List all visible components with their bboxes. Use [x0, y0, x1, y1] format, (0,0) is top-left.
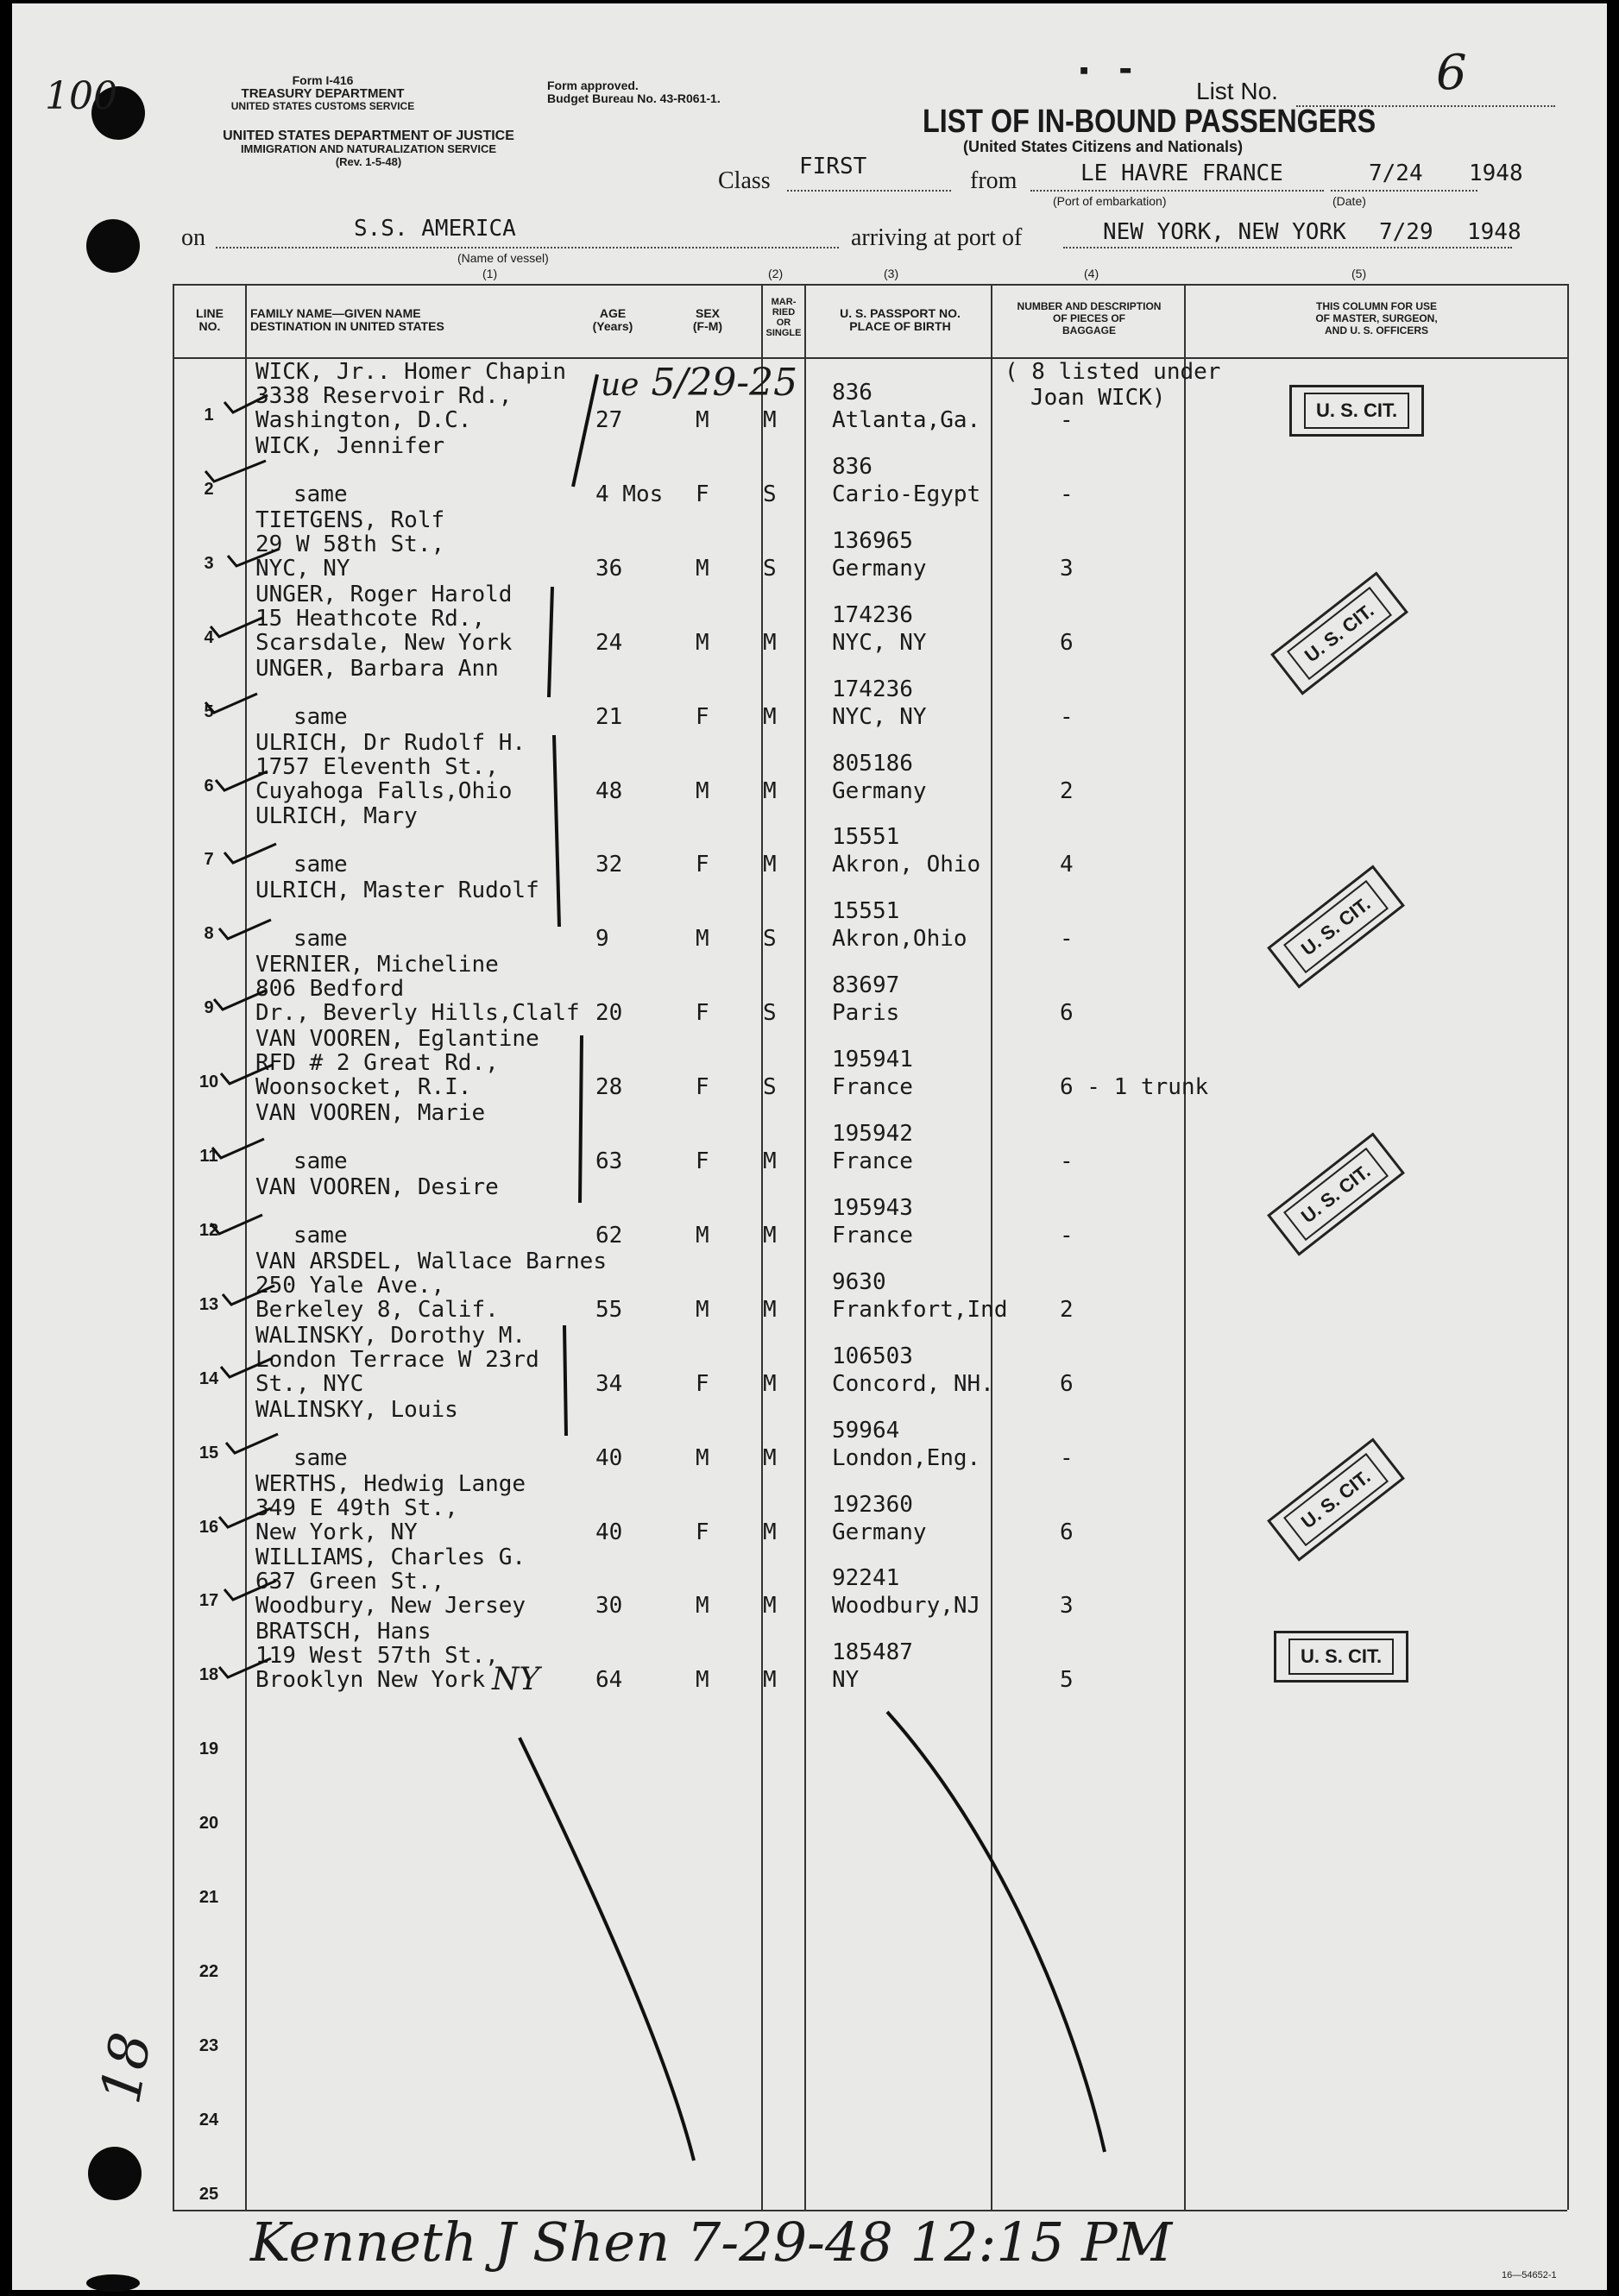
age-cell: 64 [595, 1667, 623, 1694]
row-number: 14 [198, 1368, 219, 1388]
row-number: 15 [198, 1443, 219, 1463]
bracket-line [554, 735, 559, 927]
marital-cell: S [763, 481, 777, 507]
check-mark [211, 1215, 262, 1234]
row-number: 20 [198, 1814, 219, 1834]
stamp-text: U. S. CIT. [1283, 880, 1389, 973]
age-cell: 24 [595, 629, 623, 656]
baggage-cell: 6 - 1 trunk [1060, 1074, 1209, 1101]
vessel-label: (Name of vessel) [457, 251, 549, 265]
passport-number: 836 [832, 380, 872, 406]
sex-cell: F [696, 481, 709, 507]
check-mark [211, 618, 262, 637]
sex-cell: F [696, 1148, 709, 1174]
header-text: (F-M) [692, 319, 723, 333]
marital-cell: S [763, 1074, 777, 1101]
passenger-name: WERTHS, Hedwig Lange [255, 1470, 526, 1497]
birth-place: Akron, Ohio [832, 852, 981, 878]
baggage-cell: - [1060, 1444, 1074, 1471]
void-slash [887, 1712, 1105, 2152]
age-cell: 30 [595, 1593, 623, 1620]
birth-place: Germany [832, 1519, 927, 1545]
baggage-cell: 2 [1060, 1296, 1074, 1323]
passport-number: 106503 [832, 1343, 913, 1369]
sex-cell: F [696, 1074, 709, 1101]
header-text: OF MASTER, SURGEON, [1315, 312, 1438, 324]
address-line: same [293, 926, 348, 953]
baggage-cell: 3 [1060, 555, 1074, 582]
void-slash [520, 1738, 694, 2161]
header-text: U. S. PASSPORT NO. [840, 306, 961, 320]
header-text: OR [776, 318, 791, 328]
address-line: St., NYC [255, 1370, 364, 1397]
col-num-1: (1) [482, 267, 498, 280]
check-mark [216, 771, 268, 790]
birth-place: France [832, 1074, 913, 1101]
birth-place: France [832, 1148, 913, 1174]
passenger-name: VAN VOOREN, Marie [255, 1100, 486, 1126]
marital-cell: M [763, 777, 777, 804]
birth-place: France [832, 1222, 913, 1249]
vessel-name: S.S. AMERICA [354, 216, 516, 242]
address-line: Cuyahoga Falls,Ohio [255, 777, 513, 804]
age-cell: 55 [595, 1296, 623, 1323]
marital-cell: M [763, 1148, 777, 1174]
check-mark [224, 1581, 276, 1600]
birth-place: Germany [832, 777, 927, 804]
check-mark [214, 991, 266, 1010]
address-line: same [293, 1148, 348, 1174]
col-num-4: (4) [1084, 267, 1099, 280]
row-number: 6 [204, 776, 214, 796]
address-line: Brooklyn New York [255, 1667, 486, 1694]
row-number: 8 [204, 924, 214, 944]
sex-cell: M [696, 777, 709, 804]
passport-number: 836 [832, 453, 872, 480]
birth-place: NYC, NY [832, 703, 927, 730]
passenger-name: ULRICH, Dr Rudolf H. [255, 729, 526, 756]
age-cell: 40 [595, 1519, 623, 1545]
treasury-dept: TREASURY DEPARTMENT [241, 86, 405, 101]
stamp-text: U. S. CIT. [1283, 1148, 1389, 1241]
check-mark [205, 694, 257, 713]
top-mark: ▪ ▬ [1079, 59, 1131, 79]
address-line: NYC, NY [255, 555, 350, 582]
birth-place: Cario-Egypt [832, 481, 981, 507]
passport-number: 15551 [832, 898, 900, 925]
sex-cell: M [696, 1593, 709, 1620]
marital-cell: S [763, 926, 777, 953]
sex-cell: F [696, 1000, 709, 1027]
check-mark [223, 1286, 274, 1305]
note-line: Joan WICK) [1030, 385, 1166, 411]
arrival-port: NEW YORK, NEW YORK [1103, 219, 1346, 245]
check-mark [221, 1358, 273, 1377]
row-number: 1 [204, 406, 214, 425]
address-line: same [293, 703, 348, 730]
birth-place: Woodbury,NJ [832, 1593, 981, 1620]
row-number: 16 [198, 1517, 219, 1537]
passport-number: 92241 [832, 1565, 900, 1592]
age-cell: 32 [595, 852, 623, 878]
header-text: THIS COLUMN FOR USE [1316, 300, 1437, 312]
stamp-text: U. S. CIT. [1304, 393, 1409, 429]
age-cell: 63 [595, 1148, 623, 1174]
header-text: AND U. S. OFFICERS [1324, 324, 1428, 337]
check-mark [221, 1065, 273, 1084]
address-line: London Terrace W 23rd [255, 1346, 539, 1373]
header-text: BAGGAGE [1061, 324, 1116, 337]
from-value: LE HAVRE FRANCE [1080, 160, 1283, 186]
row-number: 4 [204, 627, 214, 647]
passport-number: 15551 [832, 824, 900, 851]
bracket-line [564, 1325, 566, 1436]
check-mark [224, 395, 268, 412]
row-number: 23 [198, 2035, 219, 2055]
bracket-line [549, 587, 552, 697]
age-cell: 48 [595, 777, 623, 804]
passport-number: 195942 [832, 1121, 913, 1147]
baggage-cell: - [1060, 1222, 1074, 1249]
sex-cell: M [696, 1222, 709, 1249]
address-line: 119 West 57th St., [255, 1643, 499, 1670]
address-line: 3338 Reservoir Rd., [255, 383, 513, 409]
pen-marks [12, 3, 1607, 2290]
row-number: 17 [198, 1591, 219, 1611]
passenger-name: VERNIER, Micheline [255, 952, 499, 978]
col-num-3: (3) [884, 267, 899, 280]
age-cell: 21 [595, 703, 623, 730]
age-cell: 36 [595, 555, 623, 582]
age-cell: 28 [595, 1074, 623, 1101]
birth-place: Atlanta,Ga. [832, 407, 981, 433]
bracket-line [573, 374, 597, 487]
year-1: 1948 [1469, 160, 1523, 186]
address-line: 1757 Eleventh St., [255, 753, 499, 780]
row-number: 21 [198, 1888, 219, 1907]
marital-cell: M [763, 703, 777, 730]
marital-cell: M [763, 852, 777, 878]
marital-cell: S [763, 1000, 777, 1027]
birth-place: Concord, NH. [832, 1370, 994, 1397]
justice-dept: UNITED STATES DEPARTMENT OF JUSTICE [223, 129, 514, 143]
birth-place: NY [832, 1667, 860, 1694]
arrival-date: 7/29 [1379, 219, 1433, 245]
birth-place: Paris [832, 1000, 900, 1027]
age-cell: 40 [595, 1444, 623, 1471]
baggage-cell: 6 [1060, 1370, 1074, 1397]
sex-cell: M [696, 555, 709, 582]
passenger-name: WICK, Jr.. Homer Chapin [255, 359, 567, 385]
marital-cell: M [763, 1222, 777, 1249]
header-text: OF PIECES OF [1052, 312, 1125, 324]
passport-number: 174236 [832, 601, 913, 628]
form-number: Form I-416 [292, 73, 354, 87]
age-cell: 20 [595, 1000, 623, 1027]
header-text: NUMBER AND DESCRIPTION [1017, 300, 1162, 312]
baggage-cell: - [1060, 407, 1074, 433]
passenger-name: VAN VOOREN, Desire [255, 1173, 499, 1200]
row-number: 24 [198, 2110, 219, 2129]
address-line: 250 Yale Ave., [255, 1272, 445, 1299]
age-cell: 27 [595, 407, 623, 433]
row-number: 5 [204, 701, 214, 721]
row18-handwriting: NY [492, 1662, 540, 1697]
header-text: NO. [198, 319, 221, 333]
left-margin-mark: 18 [89, 2028, 165, 2109]
row-number: 18 [198, 1665, 219, 1685]
row-number: 22 [198, 1961, 219, 1981]
header-text: FAMILY NAME—GIVEN NAME [250, 306, 421, 320]
row-number: 11 [199, 1147, 218, 1166]
address-line: 349 E 49th St., [255, 1494, 458, 1521]
passport-number: 136965 [832, 527, 913, 554]
baggage-cell: 5 [1060, 1667, 1074, 1694]
baggage-cell: 4 [1060, 852, 1074, 878]
col-num-2: (2) [768, 267, 784, 280]
baggage-cell: - [1060, 1148, 1074, 1174]
sex-cell: F [696, 1370, 709, 1397]
marital-cell: M [763, 1444, 777, 1471]
header-text: LINE [196, 306, 224, 320]
class-value: FIRST [799, 154, 867, 179]
row-number: 13 [198, 1294, 219, 1314]
passenger-name: WILLIAMS, Charles G. [255, 1544, 526, 1571]
ins-service: IMMIGRATION AND NATURALIZATION SERVICE [240, 142, 497, 155]
baggage-cell: - [1060, 481, 1074, 507]
address-line: Berkeley 8, Calif. [255, 1296, 499, 1323]
age-cell: 4 Mos [595, 481, 664, 507]
header-text: (Years) [592, 319, 633, 333]
row-number: 9 [204, 998, 214, 1018]
stamp-text: U. S. CIT. [1287, 587, 1392, 680]
sex-cell: M [696, 629, 709, 656]
address-line: 15 Heathcote Rd., [255, 605, 486, 632]
manifest-page [12, 3, 1607, 2290]
passport-number: 192360 [832, 1491, 913, 1518]
baggage-cell: 6 [1060, 629, 1074, 656]
corner-mark: 100 [45, 74, 117, 118]
stamp-text: U. S. CIT. [1288, 1639, 1394, 1675]
address-line: Woodbury, New Jersey [255, 1593, 526, 1620]
birth-place: London,Eng. [832, 1444, 981, 1471]
signature-line: Kenneth J Shen 7-29-48 12:15 PM [250, 2211, 1173, 2274]
year-2: 1948 [1467, 219, 1521, 245]
form-title: LIST OF IN-BOUND PASSENGERS [923, 104, 1376, 140]
check-mark [228, 549, 280, 566]
col-num-5: (5) [1351, 267, 1367, 280]
address-line: same [293, 1444, 348, 1471]
row-number: 2 [204, 479, 214, 499]
sex-cell: M [696, 407, 709, 433]
passport-number: 805186 [832, 750, 913, 777]
note-line: ( 8 listed under [1005, 359, 1221, 385]
approved-label: Form approved. [547, 79, 639, 92]
passenger-name: WALINSKY, Louis [255, 1396, 458, 1423]
row-number: 7 [204, 850, 214, 870]
baggage-cell: 6 [1060, 1000, 1074, 1027]
form-subtitle: (United States Citizens and Nationals) [963, 138, 1244, 155]
marital-cell: M [763, 1296, 777, 1323]
passport-number: 59964 [832, 1417, 900, 1444]
header-text: PLACE OF BIRTH [849, 319, 951, 333]
passport-number: 83697 [832, 972, 900, 999]
address-line: Dr., Beverly Hills,Clalf [255, 1000, 580, 1027]
header-text: DESTINATION IN UNITED STATES [250, 319, 444, 333]
passport-number: 195941 [832, 1047, 913, 1073]
budget-label: Budget Bureau No. 43-R061-1. [547, 91, 721, 105]
check-mark [205, 461, 266, 481]
marital-cell: M [763, 1667, 777, 1694]
address-line: Woonsocket, R.I. [255, 1074, 472, 1101]
list-no-label: List No. [1196, 78, 1278, 104]
passenger-name: VAN ARSDEL, Wallace Barnes [255, 1248, 607, 1274]
address-line: New York, NY [255, 1519, 418, 1545]
address-line: same [293, 481, 348, 507]
from-date: 7/24 [1369, 160, 1423, 186]
customs-service: UNITED STATES CUSTOMS SERVICE [230, 100, 415, 112]
class-label: Class [718, 167, 771, 194]
marital-cell: M [763, 1593, 777, 1620]
baggage-cell: 6 [1060, 1519, 1074, 1545]
from-label: from [970, 167, 1017, 194]
address-line: same [293, 1222, 348, 1249]
marital-cell: M [763, 629, 777, 656]
check-mark [226, 1434, 278, 1453]
address-line: Scarsdale, New York [255, 629, 513, 656]
passenger-name: WICK, Jennifer [255, 432, 445, 459]
list-no-value: 6 [1436, 45, 1467, 101]
header-text: MAR- [771, 297, 797, 307]
marital-cell: M [763, 1519, 777, 1545]
address-line: 806 Bedford [255, 976, 405, 1003]
revision: (Rev. 1-5-48) [335, 155, 402, 168]
address-line: 29 W 58th St., [255, 531, 445, 557]
footer-code: 16—54652-1 [1502, 2270, 1557, 2280]
passport-number: 174236 [832, 676, 913, 702]
passport-number: 195943 [832, 1194, 913, 1221]
check-mark [212, 1139, 264, 1158]
marital-cell: M [763, 407, 777, 433]
baggage-cell: - [1060, 926, 1074, 953]
passenger-name: ULRICH, Master Rudolf [255, 878, 539, 904]
passenger-name: BRATSCH, Hans [255, 1619, 432, 1645]
arriving-label: arriving at port of [851, 224, 1023, 251]
passenger-name: WALINSKY, Dorothy M. [255, 1322, 526, 1349]
address-line: Washington, D.C. [255, 407, 472, 433]
header-text: SEX [695, 306, 720, 320]
age-cell: 9 [595, 926, 609, 953]
check-mark [219, 1508, 271, 1527]
address-line: same [293, 852, 348, 878]
header-text: AGE [599, 306, 627, 320]
sex-cell: M [696, 926, 709, 953]
check-mark [219, 920, 271, 939]
baggage-cell: 2 [1060, 777, 1074, 804]
passenger-name: UNGER, Barbara Ann [255, 655, 499, 682]
birth-place: Frankfort,Ind [832, 1296, 1008, 1323]
passport-number: 185487 [832, 1639, 913, 1666]
port-emb-label: (Port of embarkation) [1053, 194, 1167, 208]
passenger-name: TIETGENS, Rolf [255, 506, 445, 533]
check-mark [224, 844, 276, 863]
row-number: 25 [198, 2184, 219, 2204]
marital-cell: M [763, 1370, 777, 1397]
sex-cell: M [696, 1444, 709, 1471]
passport-number: 9630 [832, 1268, 886, 1295]
address-line: 637 Green St., [255, 1569, 445, 1595]
date-label: (Date) [1332, 194, 1366, 208]
row-number: 3 [204, 553, 214, 573]
bracket-line [580, 1035, 582, 1203]
header-text: RIED [772, 307, 796, 318]
passenger-name: UNGER, Roger Harold [255, 581, 513, 607]
sex-cell: F [696, 1519, 709, 1545]
row-number: 19 [198, 1739, 219, 1759]
address-line: RFD # 2 Great Rd., [255, 1050, 499, 1077]
passenger-name: ULRICH, Mary [255, 803, 418, 830]
sex-cell: M [696, 1296, 709, 1323]
birth-place: Germany [832, 555, 927, 582]
birth-place: Akron,Ohio [832, 926, 967, 953]
age-cell: 34 [595, 1370, 623, 1397]
marital-cell: S [763, 555, 777, 582]
baggage-cell: - [1060, 703, 1074, 730]
row-number: 12 [198, 1220, 219, 1240]
age-cell: 62 [595, 1222, 623, 1249]
sex-cell: M [696, 1667, 709, 1694]
sex-cell: F [696, 852, 709, 878]
birth-place: NYC, NY [832, 629, 927, 656]
stamp-text: U. S. CIT. [1283, 1453, 1389, 1546]
header-text: SINGLE [765, 328, 802, 338]
sex-cell: F [696, 703, 709, 730]
check-marks [205, 395, 280, 1677]
row-number: 10 [198, 1073, 219, 1092]
passenger-name: VAN VOOREN, Eglantine [255, 1026, 539, 1053]
handwritten-date: ue 5/29-25 [601, 361, 798, 405]
baggage-cell: 3 [1060, 1593, 1074, 1620]
check-mark [219, 1658, 271, 1677]
on-label: on [181, 224, 205, 251]
